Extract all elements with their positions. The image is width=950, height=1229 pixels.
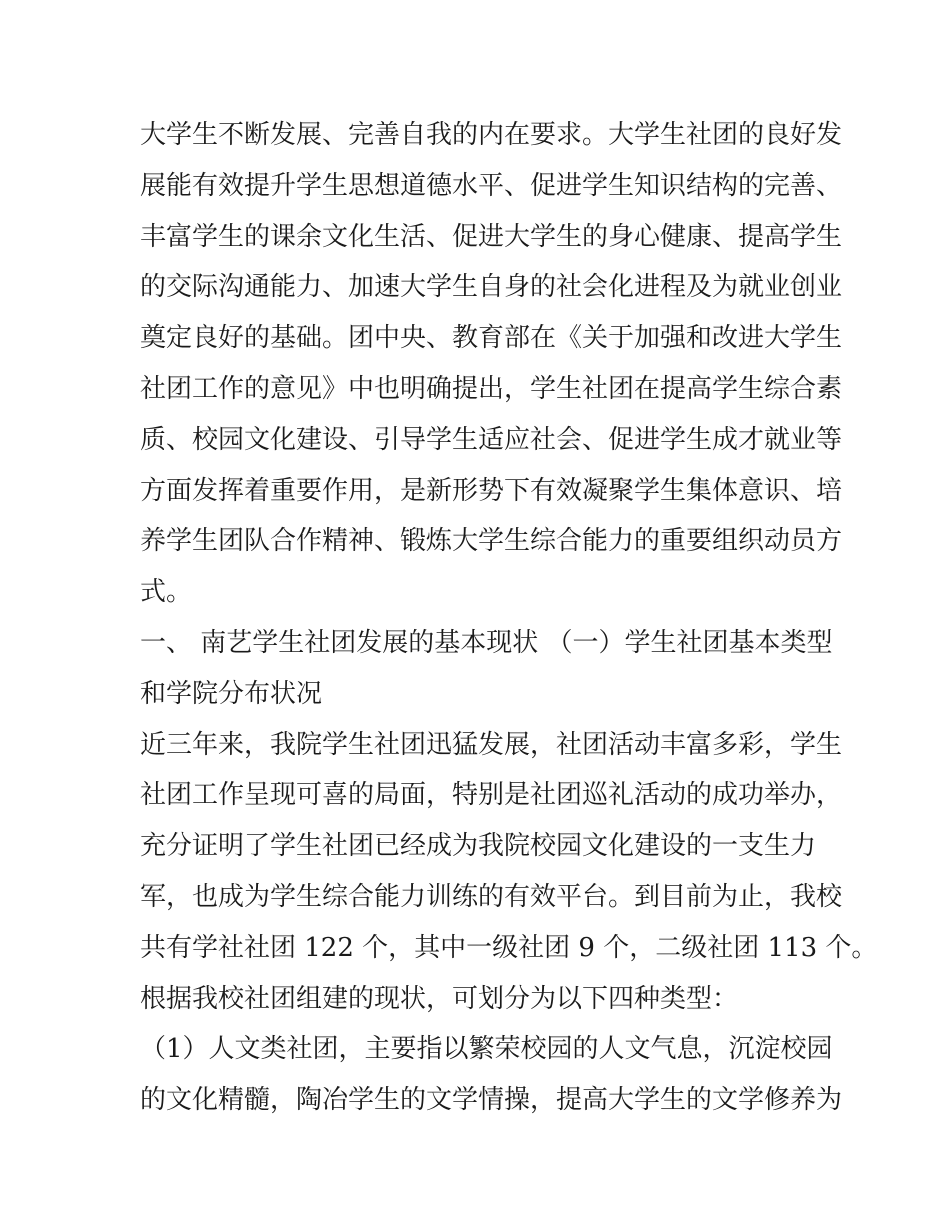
text-line: 军，也成为学生综合能力训练的有效平台。到目前为止，我校	[140, 881, 843, 912]
text-line: 近三年来，我院学生社团迅猛发展，社团活动丰富多彩，学生	[140, 729, 843, 760]
body-text	[140, 110, 878, 1126]
text-line: 展能有效提升学生思想道德水平、促进学生知识结构的完善、	[140, 170, 843, 201]
text-line: 根据我校社团组建的现状，可划分为以下四种类型：	[140, 983, 739, 1014]
text-line: 质、校园文化建设、引导学生适应社会、促进学生成才就业等	[140, 424, 843, 455]
text-line: 的文化精髓，陶冶学生的文学情操，提高大学生的文学修养为	[140, 1085, 843, 1116]
text-line: 的交际沟通能力、加速大学生自身的社会化进程及为就业创业	[140, 272, 843, 303]
text-line: 充分证明了学生社团已经成为我院校园文化建设的一支生力	[140, 831, 817, 862]
text-line: 养学生团队合作精神、锻炼大学生综合能力的重要组织动员方	[140, 526, 843, 557]
text-line: 社团工作呈现可喜的局面，特别是社团巡礼活动的成功举办，	[140, 780, 843, 811]
text-line: 方面发挥着重要作用，是新形势下有效凝聚学生集体意识、培	[140, 475, 843, 506]
text-line: 共有学社社团 122 个，其中一级社团 9 个，二级社团 113 个。	[140, 932, 878, 963]
text-line: 大学生不断发展、完善自我的内在要求。大学生社团的良好发	[140, 120, 843, 150]
text-line: （1）人文类社团，主要指以繁荣校园的人文气息，沉淀校园	[140, 1034, 833, 1065]
section-heading-line: 和学院分布状况	[140, 678, 323, 709]
text-line: 式。	[140, 577, 193, 608]
text-line: 奠定良好的基础。团中央、教育部在《关于加强和改进大学生	[140, 323, 843, 354]
text-line: 丰富学生的课余文化生活、促进大学生的身心健康、提高学生	[140, 221, 843, 252]
section-heading-line: 一、 南艺学生社团发展的基本现状 （一）学生社团基本类型	[140, 627, 833, 658]
text-line: 社团工作的意见》中也明确提出，学生社团在提高学生综合素	[140, 373, 843, 404]
